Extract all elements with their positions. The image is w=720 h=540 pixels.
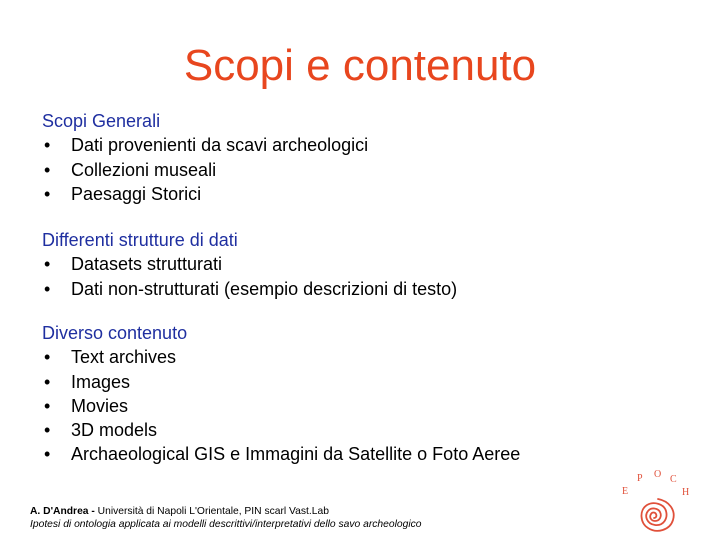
- logo-letter: E: [622, 486, 629, 497]
- list-item-text: Dati non-strutturati (esempio descrizioni di testo): [71, 278, 458, 299]
- logo-letter: H: [682, 487, 690, 498]
- footer-subtitle: Ipotesi di ontologia applicata ai modelli descrittivi/interpretativi dello savo archeologico: [30, 519, 422, 530]
- bullet-glyph: •: [44, 347, 51, 368]
- list-item: [42, 345, 520, 369]
- bullet-glyph: •: [44, 420, 51, 441]
- list-item: [42, 370, 520, 394]
- bullet-glyph: •: [44, 371, 51, 392]
- footer-affiliation: Università di Napoli L'Orientale, PIN scarl Vast.Lab: [94, 506, 329, 517]
- list-item: [42, 418, 520, 442]
- list-item: [42, 158, 368, 182]
- list-item-text: Datasets strutturati: [71, 254, 223, 275]
- list-item: [42, 182, 368, 206]
- footer-credit-line: [30, 505, 422, 518]
- bullet-list: [42, 133, 368, 206]
- bullet-list: [42, 345, 520, 466]
- bullet-glyph: •: [44, 395, 51, 416]
- list-item-text: Movies: [71, 395, 129, 416]
- list-item: [42, 133, 368, 157]
- footer-author: A. D'Andrea -: [30, 506, 95, 517]
- logo-letter: O: [654, 469, 662, 480]
- list-item: [42, 442, 520, 466]
- list-item-text: Text archives: [71, 347, 177, 368]
- section-scopi-generali: [42, 109, 368, 206]
- list-item: [42, 252, 457, 276]
- bullet-glyph: •: [44, 183, 51, 204]
- slide-footer: [30, 505, 422, 531]
- bullet-list: [42, 252, 457, 301]
- logo-letter: P: [637, 473, 643, 484]
- section-heading: Diverso contenuto: [42, 323, 188, 343]
- section-strutture-dati: [42, 228, 457, 301]
- section-diverso-contenuto: [42, 321, 520, 467]
- list-item-text: Paesaggi Storici: [71, 183, 202, 204]
- bullet-glyph: •: [44, 444, 51, 465]
- list-item-text: 3D models: [71, 420, 158, 441]
- bullet-glyph: •: [44, 278, 51, 299]
- section-heading: Differenti strutture di dati: [42, 230, 238, 250]
- section-heading: Scopi Generali: [42, 111, 161, 131]
- slide-title: Scopi e contenuto: [183, 41, 537, 90]
- list-item-text: Dati provenienti da scavi archeologici: [71, 135, 369, 156]
- logo-letter: C: [670, 474, 677, 485]
- list-item: [42, 277, 457, 301]
- list-item-text: Images: [71, 371, 131, 392]
- spiral-shape: [641, 499, 673, 531]
- bullet-glyph: •: [44, 135, 51, 156]
- list-item-text: Archaeological GIS e Immagini da Satellite o Foto Aeree: [71, 444, 521, 465]
- bullet-glyph: •: [44, 254, 51, 275]
- list-item: [42, 394, 520, 418]
- list-item-text: Collezioni museali: [71, 159, 217, 180]
- bullet-glyph: •: [44, 159, 51, 180]
- epoch-spiral-logo-icon: [612, 466, 696, 540]
